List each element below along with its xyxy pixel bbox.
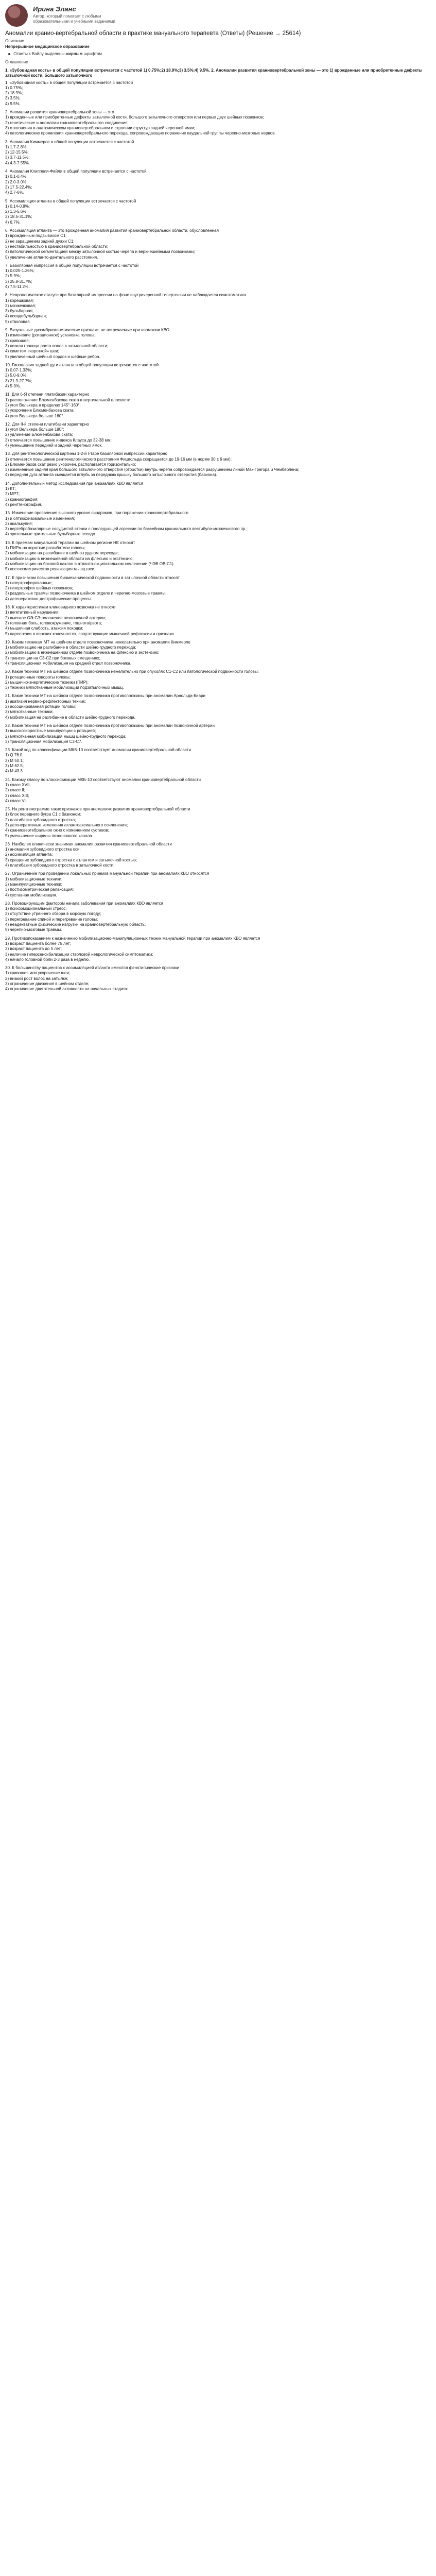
text-line: 4) 5-9%. xyxy=(5,384,21,389)
text-line: 1) ПИРм на короткие разгибатели головы; xyxy=(5,546,86,551)
contents-label: Оглавление xyxy=(5,60,28,64)
text-line: 1) мобилизацию на разгибание в области шейно-грудного перехода; xyxy=(5,645,136,650)
text-line: 3) отмечается повышение индекса Клауса до 32-38 мм; xyxy=(5,437,112,443)
text-line: 1) гипертрофированные; xyxy=(5,580,53,585)
text-line: 3) мягкотканные техники; xyxy=(5,709,54,715)
text-line: 1) КТ; xyxy=(5,486,16,492)
legend-suffix: шрифтом xyxy=(83,52,102,56)
text-line: 5) постизометрическая релаксация мышц шеи. xyxy=(5,567,96,572)
text-line: 28. Провоцирующим фактором начала заболевания при аномалиях КВО является xyxy=(5,901,163,906)
text-line: 4) мобилизация на разгибание в области шейно-грудного перехода. xyxy=(5,715,136,720)
text-line: 2) платибазия зубовидного отростка; xyxy=(5,817,76,822)
text-line: 5) стволовая. xyxy=(5,319,31,324)
text-line: 2) отсутствие утреннего обзора в морскую погоду; xyxy=(5,911,101,917)
text-line: 1) корешковая; xyxy=(5,298,34,303)
text-line: 2. Аномалии развития краниовертебральной зоны — это xyxy=(5,110,114,115)
text-line: 4) 9.5%. xyxy=(5,101,21,106)
text-line: 5) увеличение атланто-дентального расстояния. xyxy=(5,255,98,260)
text-line: 14. Дополнительный метод исследования при аномалиях КВО является xyxy=(5,481,144,486)
text-line: 1) акатизия нервно-рефлекторных техник; xyxy=(5,699,86,704)
text-line: 4) 2.7-6%. xyxy=(5,190,24,195)
text-line: 1) 0.14-0.8%; xyxy=(5,204,30,209)
text-line: 5) увеличенный шейный лордоз и шейные ребра. xyxy=(5,354,100,359)
text-line: 19. Каким техникам МТ на шейном отделе позвоночника нежелательно при аномалии Киммерле xyxy=(5,639,190,645)
text-line: 4) М 43.3. xyxy=(5,769,24,774)
text-line: 2) гипертрофия шейных позвонков; xyxy=(5,586,73,591)
text-line: 3) техники мягкотканные мобилизации подзатылочных мышц. xyxy=(5,685,124,690)
text-line: 1) расположение Блюменбахова ската в вертикальной плоскости; xyxy=(5,397,132,402)
bullet-icon xyxy=(8,53,10,55)
text-line: 6. Ассимиляция атланта — это врожденная аномалия развития краниовертебральной области, обусловленная xyxy=(5,228,219,233)
text-line: 8. Неврологическое статусе при базилярной импрессии на фоне внутричерепной гипертензии не наблюдается симптоматика xyxy=(5,293,246,298)
text-line: 4) передняя дуга атланта смещается вглубь за переднюю крышку большого затылочного отверстия (базиона). xyxy=(5,472,217,478)
text-line: 3) трансляционная мобилизация С3-С7. xyxy=(5,739,82,744)
text-line: 3) отклонения в анатомическом краниовертебральном и строении структур задней черепной ямки; xyxy=(5,125,195,130)
avatar[interactable] xyxy=(5,4,28,27)
text-line: 9. Визуальные дизэмбриогенетические признаки, не встречаемые при аномалии КВО xyxy=(5,328,169,333)
text-line: 3) вертебробазилярные сосудистой стенки с последующей агрессии по бассейнам краниального вестибуло-мозжечкового пр.; xyxy=(5,527,248,532)
text-line: 25. На рентгенограмме таких признаков при аномалиях развития краниовертебральной области xyxy=(5,807,190,812)
text-line: 3) 25.8-31.7%; xyxy=(5,279,32,284)
text-line: 15. Изменение проявления высокого уровня синдромов, при поражении краниовертебрального xyxy=(5,511,188,516)
text-line: 1) ротационные повороты головы; xyxy=(5,674,71,680)
text-line: 4) патологической сегментацией между затылочной костью черепа и верхнешейными позвонками; xyxy=(5,249,195,255)
text-line: 4) неадекватные физические нагрузки на краниовертебральную область; xyxy=(5,922,146,927)
text-line: 3) перегревание спиной и перегревание головы; xyxy=(5,917,98,922)
text-line: 26. Наиболее клинически значимая аномалия развития краниовертебральной области xyxy=(5,841,172,846)
text-line: 16. К приемам мануальной терапии на шейном регионе НЕ относят xyxy=(5,540,135,545)
text-line: 1) психоэмоциональный стресс; xyxy=(5,906,67,911)
text-line: 3) бульбарная; xyxy=(5,309,34,314)
text-line: 1) врожденные или приобретенные дефекты затылочной кости, большого затылочного отверстия или первых двух шейных позвонков; xyxy=(5,115,264,120)
text-line: 4) платибазия зубовидного отростка в затылочной кости. xyxy=(5,863,115,868)
text-line: 2) акалькулия; xyxy=(5,521,33,526)
text-line: 2) низкий рост волос на затылке; xyxy=(5,976,68,981)
text-line: 3) головная боль, головокружение, тошнота/рвота; xyxy=(5,620,102,625)
text-line: 3) сращение зубовидного отростка с атлантом и затылочной костью; xyxy=(5,857,137,862)
text-line: 2) кривошея; xyxy=(5,338,30,343)
text-line: 2) 2.0-3.0%; xyxy=(5,179,28,184)
meta-label: Описание xyxy=(5,39,24,43)
text-line: 4) трансляционная мобилизация на средний отдел позвоночника. xyxy=(5,660,132,666)
text-line: 3) низкая граница роста волос в затылочной области; xyxy=(5,343,109,348)
text-line: 2) не заращением задней дужки С1; xyxy=(5,239,75,244)
text-line: 10. Гипоплазия задней дуги атланта в общей популяции встречается с частотой xyxy=(5,362,159,367)
text-line: 30. К большинству пациентов с ассимиляцией атланта имеются фенотипические признаки xyxy=(5,965,180,971)
text-line: 4) краниовертебральное окно с изменением суставов; xyxy=(5,828,110,833)
text-line: 21. Какие техники МТ на шейном отделе позвоночника противопоказаны при аномалии Арнольда-Киари xyxy=(5,693,206,699)
author-block xyxy=(5,4,431,27)
text-line: 4) мышечная слабость, атаксия походки; xyxy=(5,626,83,631)
text-line: 23. Какой код по классификации МКБ-10 соответствует аномалии краниовертебральной области xyxy=(5,748,191,753)
text-line: 5) парестезии в верхних конечностях, сопутствующие мышечной рефлексии и признаки. xyxy=(5,631,175,636)
text-line: 5) уменьшение ширины позвоночного канала. xyxy=(5,833,93,838)
text-line: 1) кривошея или укорочение шеи; xyxy=(5,971,71,976)
text-line: 3) мобилизацию в нижнешейной области на флексию и экстензию; xyxy=(5,556,134,561)
text-line: 2) 5.0-9.0%; xyxy=(5,373,28,378)
text-line: 1) мобилизационные техники; xyxy=(5,876,63,882)
text-line: 11. Для 6-Я степени платибазии характерно xyxy=(5,392,90,397)
text-line: 1) высокоскоростные манипуляции с ротацией; xyxy=(5,728,96,734)
text-line: 2) удлинение Блюменбахова ската; xyxy=(5,432,73,437)
text-line: 2) МРТ; xyxy=(5,492,20,497)
text-line: 4) уменьшение передней и задней черепных ямок. xyxy=(5,443,103,448)
question-title[interactable]: 1. «Зубовидная кость» в общей популяции встречается с частотой 1) 0.75%;2) 18.9%;3) 3.5%;4) 9.5%. 2. Аномалии развития краниовертебральной зоны — это 1) врожденные или приобретенные дефекты затылочной кости, большого затылочного xyxy=(5,68,423,78)
text-line: 7. Базилярная импрессия в общей популяции встречается с частотой xyxy=(5,263,139,268)
text-line: 1) и оптикохиазмальные изменения; xyxy=(5,516,75,521)
text-line: 1) изменение (ротационное) установка головы; xyxy=(5,333,96,338)
text-line: 4) суставная мобилизация. xyxy=(5,892,57,897)
text-line: 2) 1.3-5.6%; xyxy=(5,209,28,214)
text-line: 1) вегетативный нарушения; xyxy=(5,610,60,615)
text-line: 22. Какие техники МТ на шейном отделе позвоночника противопоказаны при аномалии позвоночной артерии xyxy=(5,723,215,728)
legend-prefix: Ответы к Вайлу выделены xyxy=(13,52,65,56)
text-line: 4) класс VI. xyxy=(5,798,27,803)
text-line: 1) 0.75%; xyxy=(5,85,23,90)
text-line: 1) отмечается повышение рентгенологического расстояния Фишгольда сокращается до 19-16 мм (в норме 30 ± 9 мм); xyxy=(5,456,232,462)
text-line: 4) псевдобульбарная; xyxy=(5,314,47,319)
text-line: 1) врожденным подвывихом С1; xyxy=(5,233,67,239)
text-line: 2) Блюменбахов скат резко укорочен, располагается горизонтально; xyxy=(5,462,136,467)
text-line: 17. К признакам повышения биомеханической подвижности в затылочной области относят xyxy=(5,575,180,580)
text-line: 3) раздельные травмы позвоночника в шейном отделе и черепно-мозговые травмы; xyxy=(5,591,167,596)
text-line: 3) 18.5-31.1%; xyxy=(5,214,32,219)
text-line: 2) ассимиляция атланта; xyxy=(5,852,53,857)
document-page xyxy=(0,0,436,992)
text-line: 4) зрительные зрительные бульбарные псевдо. xyxy=(5,532,96,537)
text-line: 29. Противопоказанием к назначению мобилизационно-манипуляционных техник мануальной терапии при аномалиях КВО является xyxy=(5,936,260,941)
text-line: 1) 0.07-1.33%; xyxy=(5,368,32,373)
text-line: 2) мобилизацию на разгибание в шейно-грудном переходе; xyxy=(5,551,119,556)
text-line: 13. Для рентгенологической картины 1-2-й I-таре базилярной импрессии характерно xyxy=(5,451,168,456)
text-line: 1) блок переднего бугра С1 с базионом; xyxy=(5,812,81,817)
text-line: 4) угол Вельхера больше 160°. xyxy=(5,413,64,418)
text-line: 4) 4.3-7.55%. xyxy=(5,160,30,165)
text-line: 3) класс XIII; xyxy=(5,793,29,798)
text-line: 2) 12-15.5%; xyxy=(5,150,29,155)
text-line: 3) наличие гиперсенсибилизации стволовой неврологической симптоматики; xyxy=(5,952,153,957)
text-line: 5) черепно-мозговые травмы. xyxy=(5,927,62,933)
text-line: 3) ограничение движения в шейном отделе; xyxy=(5,981,90,987)
text-line: 2) мягкотканная мобилизация мышц шейно-грудного перехода; xyxy=(5,734,127,739)
text-line: 3) краниография; xyxy=(5,497,39,502)
author-description: Автор, который помогает с любыми образовательными и учебными заданиями xyxy=(33,14,115,24)
text-line: 2) М 50.1; xyxy=(5,758,24,763)
text-line: 4) дегенеративно-дистрофические процессы. xyxy=(5,596,93,601)
text-line: 27. Ограничение при проведении локальных приемов мануальной терапии при аномалиях КВО относятся xyxy=(5,871,210,876)
text-line: 2) возраст пациента до 5 лет; xyxy=(5,946,62,952)
text-line: 2) класс II; xyxy=(5,788,25,793)
text-line: 4) 6.7%. xyxy=(5,219,21,225)
questions-list xyxy=(5,68,431,992)
text-line: 1) 0.025-1.26%; xyxy=(5,268,34,274)
text-line: 24. Какому классу по классификации МКБ-10 соответствуют аномалии краниовертебральной области xyxy=(5,777,201,782)
text-line: 3) постизометрическая релаксация; xyxy=(5,887,74,892)
text-line: 1) 0.1-0.4%; xyxy=(5,174,28,179)
text-line: 4) симптом «короткой» шеи; xyxy=(5,349,59,354)
text-line: 4) начало головной боли 2-3 раза в неделю. xyxy=(5,957,90,962)
text-line: 3) дегенеративные изменения атлантоаксиального сочленения; xyxy=(5,823,128,827)
text-line: 4) мобилизацию на боковой наклон в атланто-окципитальном сочленении (ЧЭВ ОВ-С1). xyxy=(5,561,175,566)
text-line: 4. Аномалия Клиппеля-Фейля в общей популяции встречается с частотой xyxy=(5,169,147,174)
author-name[interactable]: Ирина Эланс xyxy=(33,5,76,13)
legend-bold: жирным xyxy=(65,52,83,56)
text-line: 3) трансляции на СЗ-С2 при боковых смещениях; xyxy=(5,655,100,660)
text-line: 3) укорочение Блюменбахова ската; xyxy=(5,408,75,413)
text-line: 2) мозжечковая; xyxy=(5,303,36,308)
text-line: 1) угол Вельхера больше 180°; xyxy=(5,427,64,432)
text-line: 2) угол Вельхера в пределах 145°-160°; xyxy=(5,402,81,408)
text-line: 2) 5-9%; xyxy=(5,274,21,279)
text-line: 3) 3.5%; xyxy=(5,96,21,101)
text-line: 12. Для II-й степени платибазии характерно xyxy=(5,421,89,427)
text-line: 3) М 62.5; xyxy=(5,764,24,769)
text-line: 18. К характеристикам клиновидного позвонка не относят xyxy=(5,605,116,610)
text-line: 1) Q 76.0; xyxy=(5,753,24,758)
text-line: 5. Ассимиляция атланта в общей популяции встречается с частотой xyxy=(5,198,136,204)
text-line: 1) аномалия зубовидного отростка оси; xyxy=(5,847,81,852)
text-line: 4) патологические проявления краниовертебрального перехода, сопровождающие поражение каудальной группы черепно-мозговых нервов. xyxy=(5,131,276,136)
text-line: 4) ограничение двигательной активности на начальных стадиях. xyxy=(5,987,129,992)
text-line: 3) изменённые задняя края большого затылочного отверстия (отростки) внутрь черепа сопровождается разрушением линий Мак-Грегора и Чемберлена; xyxy=(5,467,300,472)
page-title: Аномалии кранио-вертебральной области в практике мануального терапевта (Ответы) (Решение → 25614) xyxy=(5,30,301,37)
text-line: 3) 3.7-11.5%; xyxy=(5,155,30,160)
text-line: 4) рентгенография. xyxy=(5,502,42,507)
text-line: 3) нестабильностью в краниовертебральной области; xyxy=(5,244,109,249)
text-line: 1) возраст пациента более 75 лет; xyxy=(5,941,71,946)
text-line: 2) мобилизацию в нижнешейном отделе позвоночника на флексию и экстензию; xyxy=(5,650,160,655)
text-line: 2) мышечно-энергетические техники (ПИР); xyxy=(5,680,89,685)
text-line: 3) 21.9-27.7%; xyxy=(5,378,32,383)
text-line: 3. Аномалия Киммерле в общей популяции встречается с частотой xyxy=(5,139,134,144)
text-line: 4) 7.5-11.2%. xyxy=(5,284,30,289)
text-line: 2) генетические и аномалии краниовертебрального соединения; xyxy=(5,120,129,125)
text-line: 2) 18.9%; xyxy=(5,91,23,96)
answer-legend xyxy=(8,52,431,57)
text-line: 20. Какие техники МТ на шейном отделе позвоночника нежелательно при опухолях С1-С2 или патологической подвижности головы; xyxy=(5,669,259,674)
text-line: 2) манипуляционные техники; xyxy=(5,882,63,887)
text-line: 1) 1.7-2.8%; xyxy=(5,144,28,149)
category-label[interactable]: Непрерывное медицинское образование xyxy=(5,44,90,49)
text-line: 2) высокое ОЭ-СЭ положение позвоночной артерии; xyxy=(5,615,106,620)
text-line: 1) класс XVII; xyxy=(5,782,31,787)
text-line: 3) 17.5-22.4%; xyxy=(5,184,32,190)
text-line: 1. «Зубовидная кость» в общей популяции встречается с частотой xyxy=(5,80,133,85)
question-block xyxy=(5,68,431,992)
text-line: 2) ассоциированная ротации головы; xyxy=(5,704,77,709)
